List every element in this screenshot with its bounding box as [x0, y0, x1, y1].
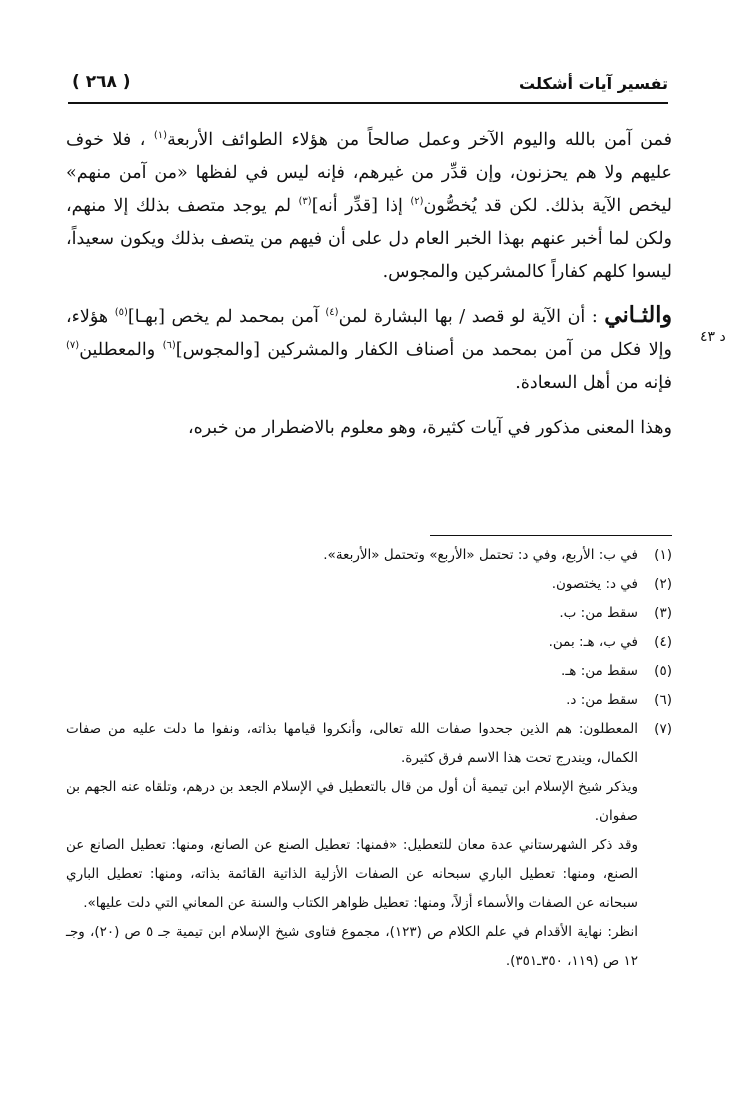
running-header: [68, 70, 668, 104]
footnote-paragraph: وقد ذكر الشهرستاني عدة معان للتعطيل: «فمنها: تعطيل الصنع عن الصانع، ومنها: تعطيل الصانع عن الصنع، ومنها: تعطيل الباري سبحانه عن الصفات الأزلية الذاتية القائمة بذاته، ومنها: تعطيل الباري سبحانه عن الصفات والأسماء أزلاً، ومنها: تعطيل ظواهر الكتاب والسنة عن المعاني التي دلت عليها».: [66, 837, 638, 911]
footnote: [66, 686, 672, 715]
footnote-number: (٦): [654, 692, 672, 708]
paragraph-2: والثـاني : أن الآية لو قصد / بها البشارة لمن$^{(٤)}$ آمن بمحمد لم يخص [بهـا]$^{(٥)}$ هؤلاء، وإلا فكل من آمن بمحمد من أصناف الكفار والمشركين [والمجوس]$^{(٦)}$ والمعطلين$^{(٧)}$ فإنه من أهل السعادة.: [66, 302, 672, 393]
footnote-paragraph: ويذكر شيخ الإسلام ابن تيمية أن أول من قال بالتعطيل في الإسلام الجعد بن درهم، وتلقاه عنه الجهم بن صفوان.: [66, 779, 638, 824]
footnote-ref[interactable]: (٤): [325, 307, 339, 319]
footnote: [66, 570, 672, 599]
footnote-ref[interactable]: (٢): [410, 196, 424, 208]
footnote-text: [66, 570, 638, 599]
paragraph-1: فمن آمن بالله واليوم الآخر وعمل صالحاً من هؤلاء الطوائف الأربعة$^{(١)}$ ، فلا خوف عليهم ولا هم يحزنون، وإن قدِّر من غيرهم، فإنه ليس في لفظها «من آمن منهم» ليخص الآية بذلك. لكن قد يُخصُّون$^{(٢)}$ إذا [قدِّر أنه]$^{(٣)}$ لم يوجد متصف بذلك إلا منهم، ولكن لما أخبر عنهم بهذا الخبر العام دل على أن فيهم من يتصف بذلك ويكون سعيداً، ليسوا كلهم كفاراً كالمشركين والمجوس.: [66, 130, 672, 282]
footnote-number: (٢): [654, 576, 672, 592]
footnote: [66, 657, 672, 686]
footnote: [66, 541, 672, 570]
header-rule: [68, 102, 668, 104]
footnote-text: [66, 657, 638, 686]
footnote-paragraph: في د: يختصون.: [551, 576, 638, 592]
manuscript-margin-note: د ٤٣: [700, 329, 726, 345]
footnotes: [66, 541, 672, 976]
footnote-number: (٧): [654, 721, 672, 737]
footnote-separator: [430, 535, 672, 536]
main-text: [66, 124, 672, 445]
footnote: [66, 599, 672, 628]
footnote-text: [66, 599, 638, 628]
footnote-ref[interactable]: (٥): [114, 307, 128, 319]
footnote-text: [66, 686, 638, 715]
footnote-text: [66, 628, 638, 657]
footnote-ref[interactable]: (١): [153, 130, 168, 142]
footnote: [66, 628, 672, 657]
footnote: [66, 715, 672, 976]
footnote-ref[interactable]: (٧): [66, 340, 80, 352]
footnote-paragraph: المعطلون: هم الذين جحدوا صفات الله تعالى، وأنكروا قيامها بذاته، ونفوا ما دلت عليه من صفات الكمال، ويندرج تحت هذا الاسم فرق كثيرة.: [66, 721, 638, 766]
footnote-text: [66, 715, 638, 976]
book-title: تفسير آيات أشكلت: [519, 74, 668, 93]
footnote-paragraph: سقط من: هـ.: [561, 663, 638, 679]
footnote-paragraph: سقط من: د.: [566, 692, 638, 708]
footnote-ref[interactable]: (٣): [298, 196, 312, 208]
footnote-number: (٣): [654, 605, 672, 621]
footnote-paragraph: سقط من: ب.: [559, 605, 638, 621]
footnote-number: (٤): [654, 634, 672, 650]
footnote-paragraph: انظر: نهاية الأقدام في علم الكلام ص (١٢٣)، مجموع فتاوى شيخ الإسلام ابن تيمية جـ ٥ ص (٢٠)، وجـ ١٢ ص (١١٩، ٣٥٠ـ٣٥١).: [66, 924, 638, 969]
footnote-number: (٥): [654, 663, 672, 679]
footnote-text: [66, 541, 638, 570]
footnote-ref[interactable]: (٦): [162, 340, 176, 352]
lead-word: والثـاني: [604, 302, 672, 328]
footnote-paragraph: في ب: الأربع، وفي د: تحتمل «الأربع» وتحتمل «الأربعة».: [323, 547, 638, 563]
paragraph-3: وهذا المعنى مذكور في آيات كثيرة، وهو معلوم بالاضطرار من خبره،: [187, 418, 672, 438]
footnote-number: (١): [654, 547, 672, 563]
footnote-paragraph: في ب، هـ: بمن.: [548, 634, 638, 650]
page-number: ( ٢٦٨ ): [72, 72, 131, 92]
